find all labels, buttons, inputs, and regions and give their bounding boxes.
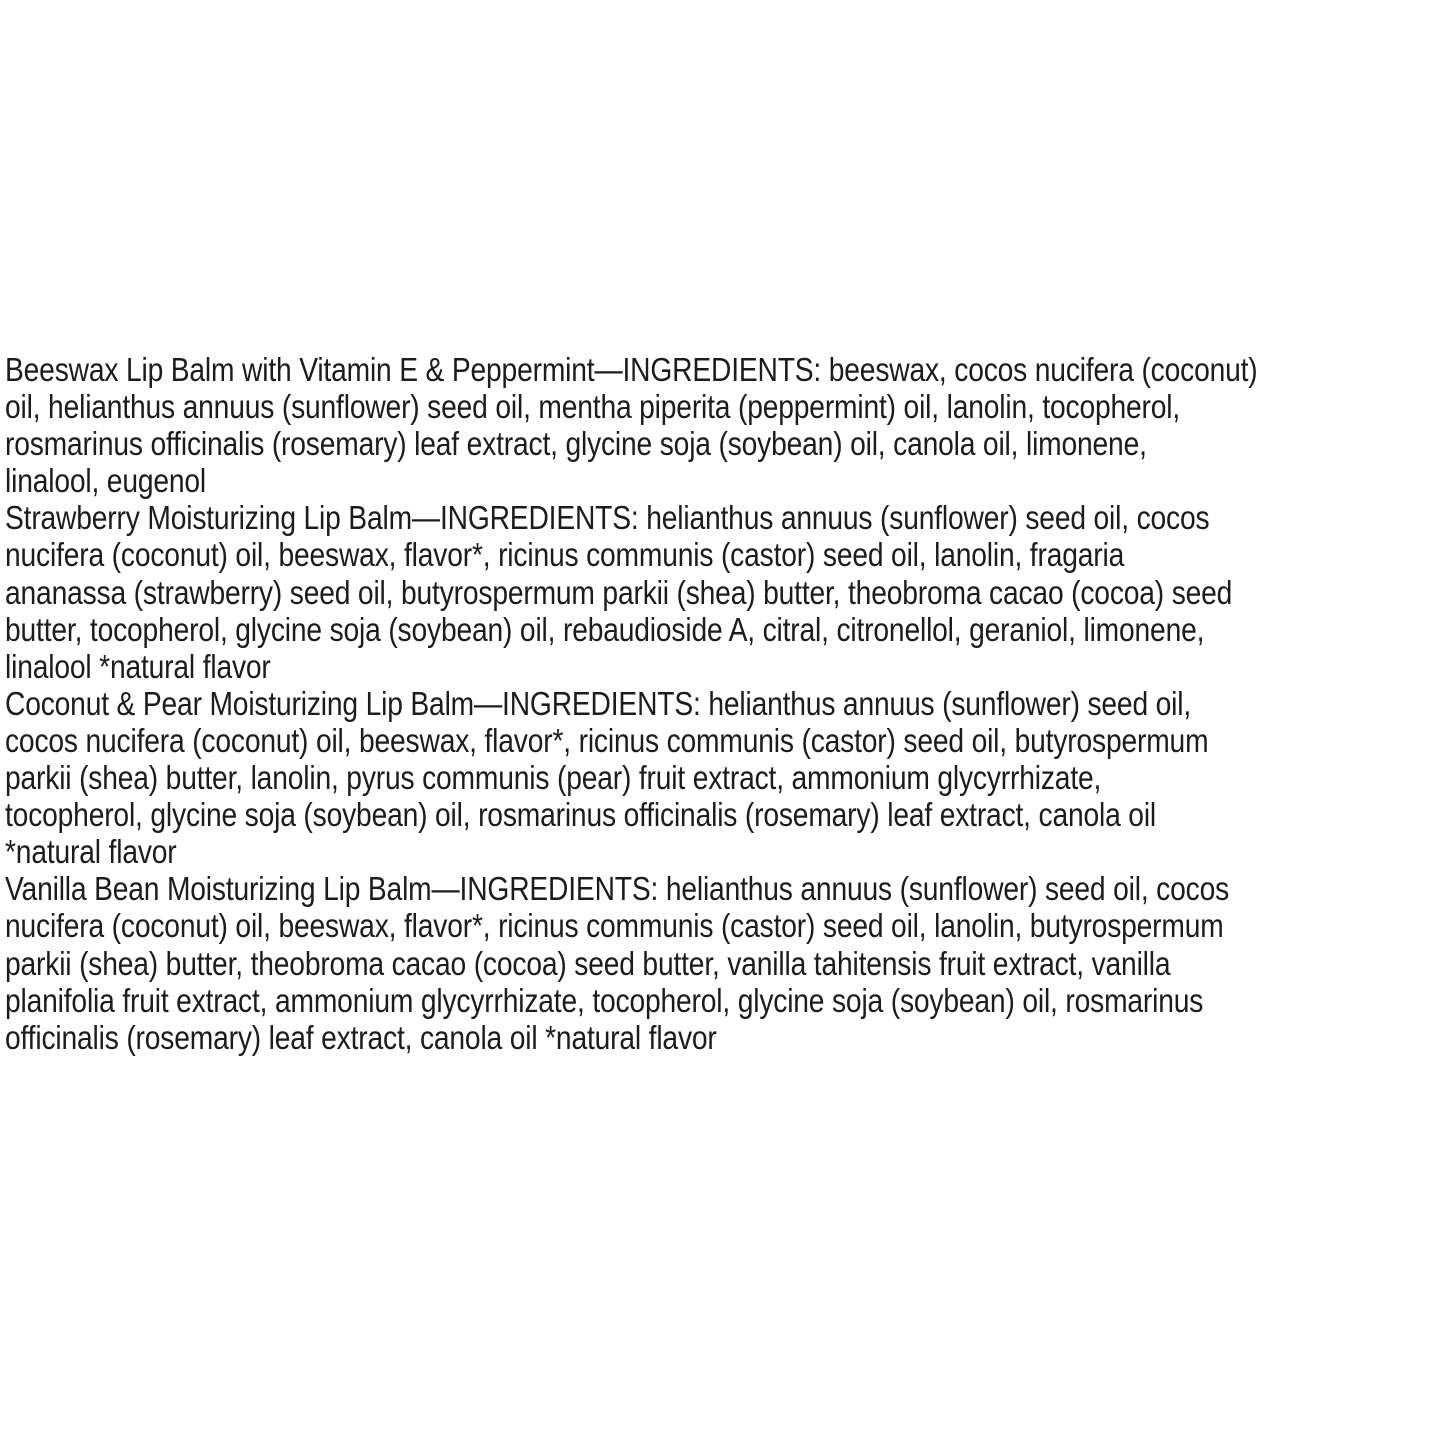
ingredient-paragraph bbox=[5, 685, 1258, 870]
label-text-line: parkii (shea) butter, theobroma cacao (cocoa) seed butter, vanilla tahitensis fruit extract, vanilla bbox=[5, 944, 1171, 982]
label-text-line: planifolia fruit extract, ammonium glycyrrhizate, tocopherol, glycine soja (soybean) oil, rosmarinus bbox=[5, 981, 1204, 1019]
ingredient-paragraph bbox=[5, 870, 1258, 1055]
label-text-line: ananassa (strawberry) seed oil, butyrospermum parkii (shea) butter, theobroma cacao (cocoa) seed bbox=[5, 573, 1233, 611]
label-text-line: *natural flavor bbox=[5, 833, 177, 871]
ingredient-paragraph bbox=[5, 499, 1258, 684]
label-text-line: Beeswax Lip Balm with Vitamin E & Peppermint—INGREDIENTS: beeswax, cocos nucifera (coconut) bbox=[5, 351, 1258, 388]
label-text-line: cocos nucifera (coconut) oil, beeswax, flavor*, ricinus communis (castor) seed oil, butyrospermum bbox=[5, 721, 1209, 759]
label-text-line: nucifera (coconut) oil, beeswax, flavor*, ricinus communis (castor) seed oil, lanolin, fragaria bbox=[5, 536, 1125, 574]
label-text-line: Coconut & Pear Moisturizing Lip Balm—INGREDIENTS: helianthus annuus (sunflower) seed oil, bbox=[5, 684, 1192, 722]
label-text-line: butter, tocopherol, glycine soja (soybean) oil, rebaudioside A, citral, citronellol, geraniol, limonene, bbox=[5, 610, 1205, 648]
ingredient-paragraph bbox=[5, 351, 1258, 499]
label-text-line: oil, helianthus annuus (sunflower) seed oil, mentha piperita (peppermint) oil, lanolin, tocopherol, bbox=[5, 388, 1181, 426]
label-text-line: Vanilla Bean Moisturizing Lip Balm—INGREDIENTS: helianthus annuus (sunflower) seed oil, cocos bbox=[5, 870, 1230, 908]
label-text-line: officinalis (rosemary) leaf extract, canola oil *natural flavor bbox=[5, 1018, 717, 1056]
label-text-line: nucifera (coconut) oil, beeswax, flavor*, ricinus communis (castor) seed oil, lanolin, butyrospermum bbox=[5, 907, 1224, 945]
label-text-line: linalool *natural flavor bbox=[5, 647, 271, 685]
label-text-line: linalool, eugenol bbox=[5, 462, 207, 500]
label-text-line: Strawberry Moisturizing Lip Balm—INGREDIENTS: helianthus annuus (sunflower) seed oil, cocos bbox=[5, 499, 1210, 537]
ingredients-label bbox=[5, 351, 1258, 1056]
label-text-line: parkii (shea) butter, lanolin, pyrus communis (pear) fruit extract, ammonium glycyrrhizate, bbox=[5, 759, 1102, 797]
label-text-line: rosmarinus officinalis (rosemary) leaf extract, glycine soja (soybean) oil, canola oil, limonene, bbox=[5, 425, 1147, 463]
label-text-line: tocopherol, glycine soja (soybean) oil, rosmarinus officinalis (rosemary) leaf extract, canola oil bbox=[5, 796, 1157, 834]
